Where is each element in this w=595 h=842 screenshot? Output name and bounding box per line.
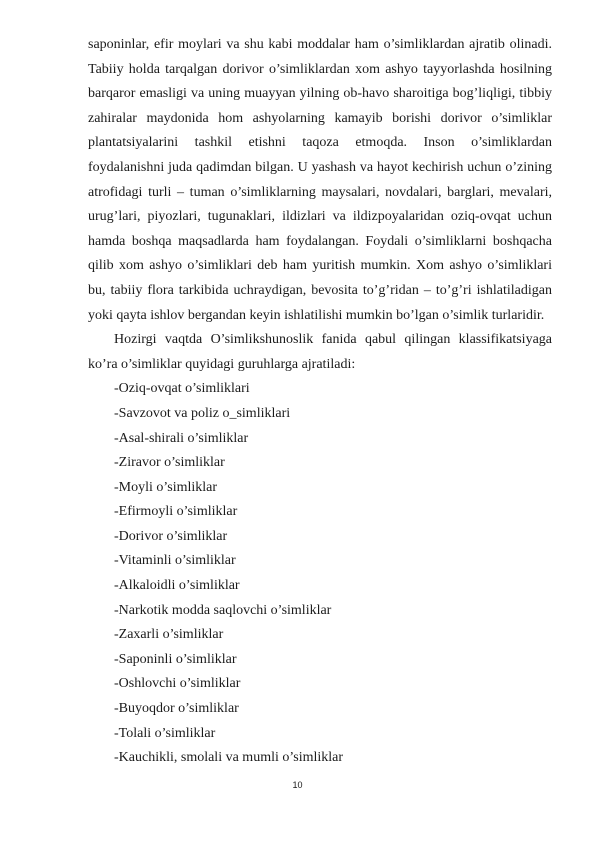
list-item: -Moyli o’simliklar (114, 479, 218, 495)
list-item: -Asal-shirali o’simliklar (114, 430, 249, 446)
list-item: -Alkaloidli o’simliklar (114, 578, 240, 594)
list-item: -Dorivor o’simliklar (114, 528, 228, 544)
list-item: -Buyoqdor o’simliklar (114, 701, 239, 717)
list-item: -Efirmoyli o’simliklar (114, 504, 238, 520)
page-body (88, 33, 552, 771)
list-item: -Tolali o’simliklar (114, 725, 216, 741)
list-item: -Saponinli o’simliklar (114, 651, 237, 667)
list-item: -Narkotik modda saqlovchi o’simliklar (114, 602, 332, 618)
paragraph-continuation: saponinlar, efir moylari va shu kabi moddalar ham o’simliklardan ajratib olinadi. Tabiiy holda tarqalgan dorivor o’simliklardan xom ashyo tayyorlashda hosilning barqaror emasligi va uning muayyan yilning ob-havo sharoitiga bog’liqligi, tibbiy zahiralar maydonida hom ashyolarning kamayib borishi dorivor o’simliklar plantatsiyalarini tashkil etishni taqoza etmoqda. Inson o’simliklardan foydalanishni juda qadimdan bilgan. U yashash va hayot kechirish uchun o’zining atrofidagi turli – tuman o’simliklarning maysalari, novdalari, barglari, mevalari, urug’lari, piyozlari, tugunaklari, ildizlari va ildizpoyalaridan oziq-ovqat uchun hamda boshqa maqsadlarda ham foydalangan. Foydali o’simliklarni boshqacha qilib xom ashyo o’simliklari deb ham yuritish mumkin. Xom ashyo o’simliklari bu, tabiiy flora tarkibida uchraydigan, bevosita to’g’ridan – to’g’ri ishlatiladigan yoki qayta ishlov bergandan keyin ishlatilishi mumkin bo’lgan o’simlik turlaridir. (88, 37, 552, 323)
list-item: -Kauchikli, smolali va mumli o’simliklar (114, 750, 344, 766)
page-number: 10 (292, 780, 303, 790)
list-item: -Oziq-ovqat o’simliklari (114, 381, 250, 397)
list-item: -Vitaminli o’simliklar (114, 553, 236, 569)
list-item: -Oshlovchi o’simliklar (114, 676, 241, 692)
list-item: -Ziravor o’simliklar (114, 455, 225, 471)
paragraph-classification-intro: Hozirgi vaqtda O’simlikshunoslik fanida qabul qilingan klassifikatsiyaga ko’ra o’simliklar quyidagi guruhlarga ajratiladi: (88, 332, 552, 372)
plant-group-list (88, 377, 552, 771)
list-item: -Zaxarli o’simliklar (114, 627, 224, 643)
list-item: -Savzovot va poliz o_simliklari (114, 405, 291, 421)
